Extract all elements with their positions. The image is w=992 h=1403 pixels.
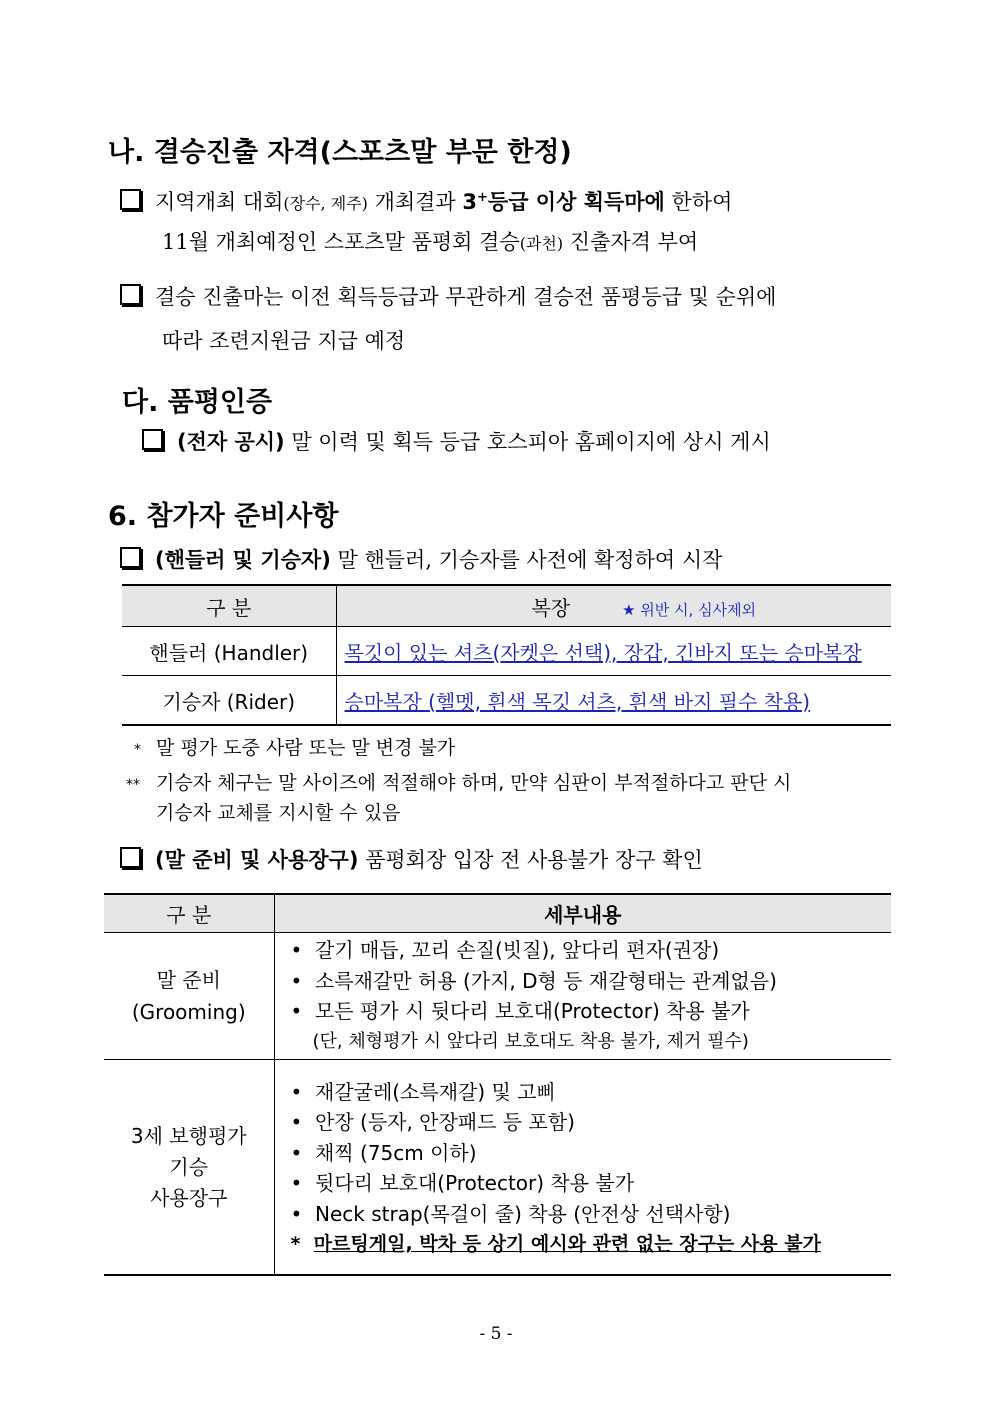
header-category: 구 분 [104,894,274,933]
item-handler-rider: (핸들러 및 기승자) 말 핸들러, 기승자를 사전에 확정하여 시작 [120,538,722,582]
table-row [122,627,891,676]
list-subitem: (단, 체형평가 시 앞다리 보호대도 착용 불가, 제거 필수) [312,1030,749,1052]
checkbox-icon [120,189,141,210]
checkbox-icon [142,429,163,450]
row-label-handler: 핸들러 (Handler) [122,627,336,676]
item-electronic-notice: (전자 공시) 말 이력 및 획득 등급 호스피아 홈페이지에 상시 게시 [142,420,771,464]
row-label-riding-equipment: 3세 보행평가 기승 사용장구 [104,1060,274,1276]
equipment-table [104,893,891,1276]
note-2: ** 기승자 체구는 말 사이즈에 적절해야 하며, 만약 심판이 부적절하다고 판단 시 [126,772,792,794]
equipment-note: * 마르팅게일, 박차 등 상기 예시와 관련 없는 장구는 사용 불가 [290,1233,821,1255]
row-value-rider: 승마복장 (헬멧, 흰색 목깃 셔츠, 흰색 바지 필수 착용) [344,689,811,714]
row-label-rider: 기승자 (Rider) [122,676,336,726]
row-label-grooming: 말 준비 (Grooming) [104,933,274,1060]
row-details-riding-equipment [274,1060,891,1276]
item-horse-equipment: (말 준비 및 사용장구) 품평회장 입장 전 사용불가 장구 확인 [120,838,703,882]
list-item: • Neck strap(목걸이 줄) 착용 (안전상 선택사항) [290,1201,731,1226]
checkbox-icon [120,284,141,305]
list-item: • 채찍 (75cm 이하) [290,1140,477,1165]
page-number: - 5 - [479,1324,513,1344]
attire-table [122,584,891,726]
list-item: • 모든 평가 시 뒷다리 보호대(Protector) 착용 불가 [290,999,750,1023]
table-row [122,676,891,726]
item-final-qualification: 지역개최 대회(장수, 제주) 개최결과 3+등급 이상 획득마에 한하여 [120,176,732,226]
list-item: • 안장 (등자, 안장패드 등 포함) [290,1110,575,1134]
list-item: • 재갈굴레(소륵재갈) 및 고삐 [290,1079,556,1104]
item-training-subsidy: 결승 진출마는 이전 획득등급과 무관하게 결승전 품평등급 및 순위에 [120,275,776,319]
note-2-line2: 기승자 교체를 지시할 수 있음 [156,802,401,824]
list-item: • 뒷다리 보호대(Protector) 착용 불가 [290,1171,635,1195]
item-training-subsidy-line2: 따라 조련지원금 지급 예정 [162,329,406,353]
section-title-6: 6. 참가자 준비사항 [108,501,339,532]
header-category: 구 분 [122,585,336,627]
row-details-grooming [274,933,891,1060]
table-header-row [104,894,891,933]
header-details: 세부내용 [544,903,622,927]
row-value-handler: 목깃이 있는 셔츠(자켓은 선택), 장갑, 긴바지 또는 승마복장 [344,640,862,665]
item-final-qualification-line2: 11월 개최예정인 스포츠말 품평회 결승(과천) 진출자격 부여 [162,230,699,254]
list-item: • 소륵재갈만 허용 (가지, D형 등 재갈형태는 관계없음) [290,968,777,993]
section-title-na: 나. 결승진출 자격(스포츠말 부문 한정) [108,137,572,168]
table-header-row [122,585,891,627]
table-row [104,933,891,1060]
table-row [104,1060,891,1276]
checkbox-icon [120,847,141,868]
section-title-da: 다. 품평인증 [122,387,273,418]
header-attire: 복장 ★ 위반 시, 심사제외 [531,595,757,620]
list-item: • 갈기 매듭, 꼬리 손질(빗질), 앞다리 편자(권장) [290,938,720,962]
note-1: * 말 평가 도중 사람 또는 말 변경 불가 [134,737,456,759]
checkbox-icon [120,547,141,568]
